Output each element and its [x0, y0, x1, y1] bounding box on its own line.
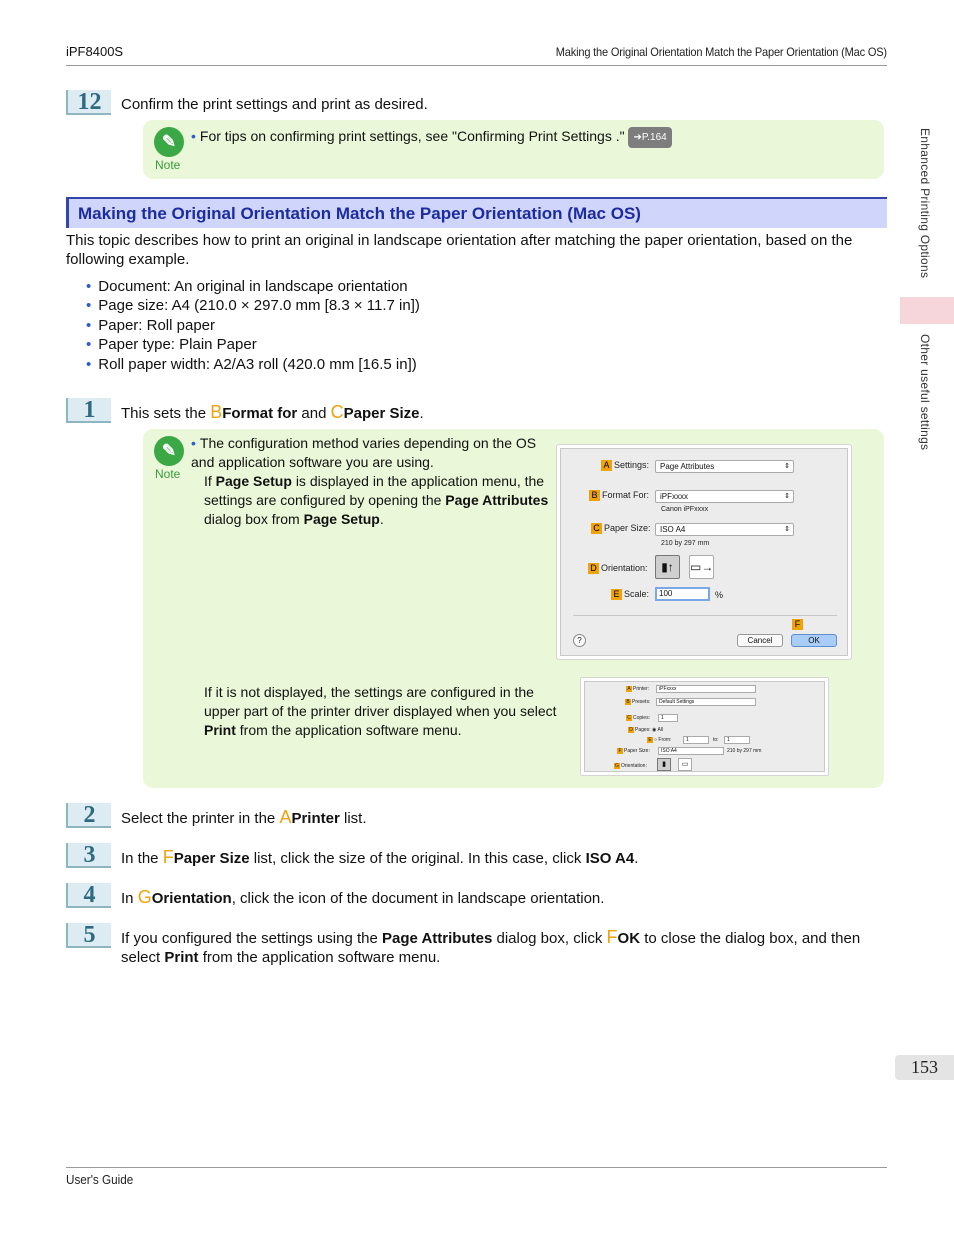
format-for-select[interactable]: iPFxxxx ⇕	[655, 490, 794, 503]
to-input[interactable]: 1	[724, 736, 750, 744]
portrait-orientation-icon[interactable]: ▮	[657, 758, 671, 771]
key-g: G	[137, 887, 152, 907]
bullet-icon: •	[191, 435, 196, 451]
printer-select[interactable]: iPFxxxx	[656, 685, 756, 693]
copies-input[interactable]: 1	[658, 714, 678, 722]
key-c: C	[330, 402, 344, 422]
list-item: • Page size: A4 (210.0 × 297.0 mm [8.3 × 11.7 in])	[86, 296, 420, 315]
page-number: 153	[895, 1055, 954, 1080]
section-heading	[66, 197, 887, 228]
ok-button[interactable]: OK	[791, 634, 837, 647]
step-4-text: In GOrientation, click the icon of the document in landscape orientation.	[121, 887, 605, 907]
select-arrows-icon: ⇕	[784, 493, 790, 500]
header-section-title: Making the Original Orientation Match the Paper Orientation (Mac OS)	[555, 45, 887, 59]
help-button[interactable]: ?	[573, 634, 586, 647]
side-tab-enhanced-printing[interactable]: Enhanced Printing Options	[918, 128, 932, 279]
header-model: iPF8400S	[66, 44, 124, 59]
presets-select[interactable]: Default Settings	[656, 698, 756, 706]
select-arrows-icon: ⇕	[784, 526, 790, 533]
print-dialog-screenshot: A Printer: iPFxxxx B Presets: Default Settings C Copies: 1 D Pages: ◉ All E ○ From: 1 to: 1 F Paper Size: ISO A4 210 by 297 mm G Orientation: ▮ ▭	[580, 677, 829, 776]
key-b: B	[210, 402, 223, 422]
step-number-5: 5	[66, 923, 111, 948]
note-label: Note	[155, 467, 181, 481]
from-input[interactable]: 1	[683, 736, 709, 744]
list-item: • Roll paper width: A2/A3 roll (420.0 mm [16.5 in])	[86, 355, 420, 374]
note-2-text-lower: If it is not displayed, the settings are configured in the upper part of the printer driver displayed when you select Print from the application software menu.	[204, 684, 557, 738]
section-intro: This topic describes how to print an original in landscape orientation after matching the paper orientation, based on the following example.	[66, 232, 853, 268]
paper-size-select[interactable]: ISO A4 ⇕	[655, 523, 794, 536]
note-pencil-icon: ✎	[154, 436, 184, 466]
page-attributes-dialog-screenshot: A Settings: Page Attributes ⇕ B Format For: iPFxxxx ⇕ Canon iPFxxxx C Paper Size: ISO A4 ⇕ 210 by 297 mm D Orientation: ▮↑ ▭→ E Scale: 100 % F ? Cancel OK	[556, 444, 852, 660]
note-1-body: For tips on confirming print settings, see "Confirming Print Settings ."	[199, 128, 625, 144]
section-heading-text: Making the Original Orientation Match the Paper Orientation (Mac OS)	[78, 203, 641, 223]
landscape-orientation-icon[interactable]: ▭→	[689, 555, 714, 579]
portrait-orientation-icon[interactable]: ▮↑	[655, 555, 680, 579]
step-number-2: 2	[66, 803, 111, 828]
example-list	[86, 277, 420, 374]
list-item: • Document: An original in landscape orientation	[86, 277, 420, 296]
bullet-icon: •	[191, 128, 196, 144]
header-divider	[66, 65, 887, 66]
paper-size-select[interactable]: ISO A4	[658, 747, 724, 755]
list-item: • Paper type: Plain Paper	[86, 335, 420, 354]
cancel-button[interactable]: Cancel	[737, 634, 783, 647]
key-f: F	[606, 927, 618, 947]
page-ref-link[interactable]: ➔P.164	[628, 127, 671, 148]
step-number-1: 1	[66, 398, 111, 423]
step-1-text: This sets the BFormat for and CPaper Size.	[121, 402, 424, 422]
footer-guide-title: User's Guide	[66, 1172, 134, 1187]
scale-input[interactable]: 100	[655, 587, 710, 601]
step-number-12: 12	[66, 90, 111, 115]
key-a: A	[279, 807, 292, 827]
key-f: F	[162, 847, 174, 867]
step-number-3: 3	[66, 843, 111, 868]
dialog-divider	[573, 615, 837, 616]
settings-select[interactable]: Page Attributes ⇕	[655, 460, 794, 473]
footer-divider	[66, 1167, 887, 1168]
note-pencil-icon: ✎	[154, 127, 184, 157]
side-tab-active-marker	[900, 297, 954, 324]
note-label: Note	[155, 158, 181, 172]
landscape-orientation-icon[interactable]: ▭	[678, 758, 692, 771]
step-number-4: 4	[66, 883, 111, 908]
select-arrows-icon: ⇕	[784, 463, 790, 470]
step-5-text: If you configured the settings using the Page Attributes dialog box, click FOK to close the dialog box, and then select Print from the application software menu.	[121, 927, 861, 966]
note-2-text: • The configuration method varies depending on the OS and application software you are using. If Page Setup is displayed in the application menu, the settings are configured by opening the Page Attributes dialog box from Page Setup.	[191, 435, 549, 527]
list-item: • Paper: Roll paper	[86, 316, 420, 335]
side-tab-other-settings[interactable]: Other useful settings	[918, 334, 932, 451]
note-1-text	[191, 127, 871, 148]
step-2-text: Select the printer in the APrinter list.	[121, 807, 367, 827]
step-3-text: In the FPaper Size list, click the size of the original. In this case, click ISO A4.	[121, 847, 639, 867]
note-box-1	[143, 120, 884, 179]
step-12-text: Confirm the print settings and print as desired.	[121, 96, 428, 113]
